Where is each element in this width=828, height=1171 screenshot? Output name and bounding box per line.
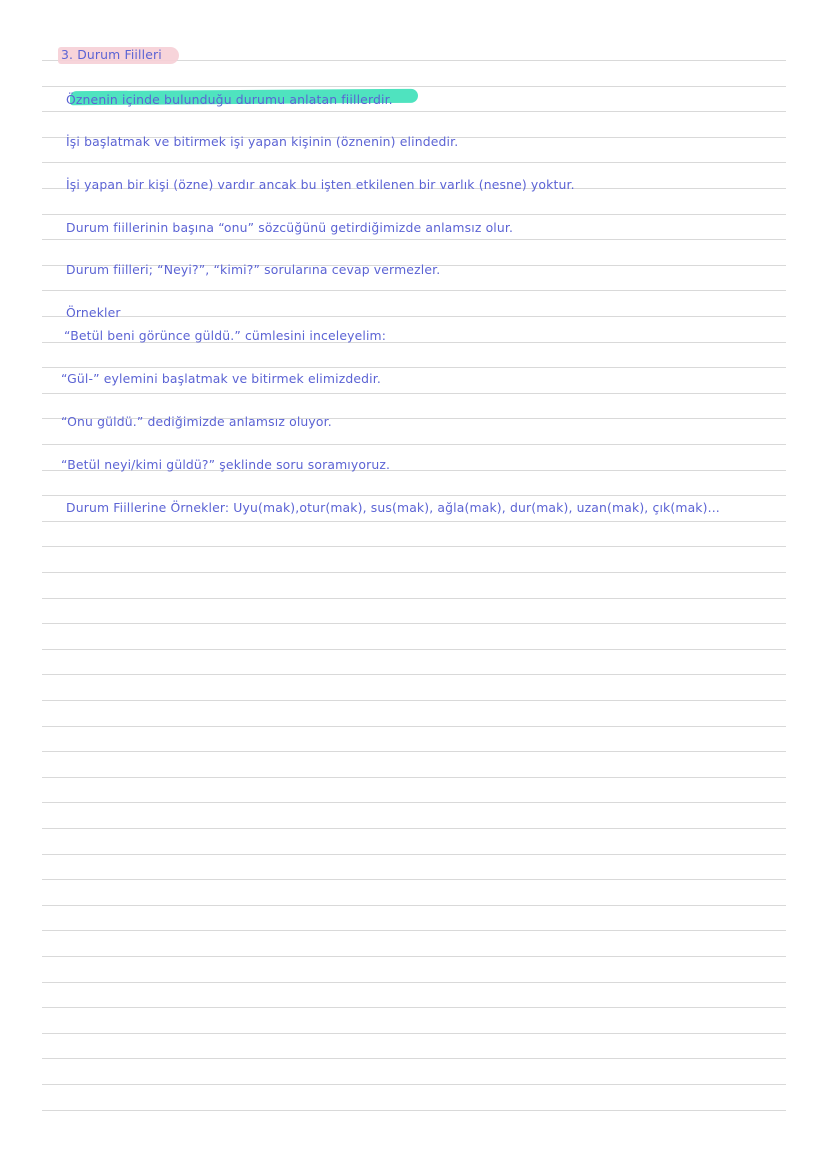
ruled-line [42,854,786,855]
ruled-line [42,1007,786,1008]
ruled-line [42,444,786,445]
ruled-line [42,239,786,240]
ruled-line [42,930,786,931]
ruled-line [42,86,786,87]
note-line: “Onu güldü.” dediğimizde anlamsız oluyor. [61,414,332,429]
ruled-line [42,956,786,957]
note-line: Durum fiillerinin başına “onu” sözcüğünü getirdiğimizde anlamsız olur. [66,220,514,235]
ruled-line [42,649,786,650]
ruled-line [42,1033,786,1034]
section-title: 3. Durum Fiilleri [61,47,162,62]
definition-line: Öznenin içinde bulunduğu durumu anlatan fiillerdir. [66,92,393,107]
ruled-line [42,828,786,829]
ruled-line [42,802,786,803]
ruled-line [42,162,786,163]
note-line: İşi başlatmak ve bitirmek işi yapan kişinin (öznenin) elindedir. [66,134,459,149]
ruled-line [42,111,786,112]
ruled-line [42,1110,786,1111]
ruled-line [42,521,786,522]
ruled-line [42,879,786,880]
ruled-line [42,290,786,291]
ruled-line [42,316,786,317]
ruled-line [42,905,786,906]
note-line: “Betül neyi/kimi güldü?” şeklinde soru soramıyoruz. [61,457,391,472]
ruled-line [42,777,786,778]
ruled-line [42,393,786,394]
ruled-line [42,623,786,624]
ruled-line [42,700,786,701]
ruled-line [42,546,786,547]
ruled-line [42,1084,786,1085]
examples-heading: Örnekler [66,305,121,320]
ruled-line [42,674,786,675]
ruled-line [42,572,786,573]
ruled-line [42,598,786,599]
ruled-line [42,751,786,752]
note-line: “Gül-” eylemini başlatmak ve bitirmek elimizdedir. [61,371,381,386]
note-line: İşi yapan bir kişi (özne) vardır ancak bu işten etkilenen bir varlık (nesne) yoktur. [66,177,575,192]
examples-list: Durum Fiillerine Örnekler: Uyu(mak),otur(mak), sus(mak), ağla(mak), dur(mak), uzan(mak), çık(mak)... [66,500,720,515]
note-line: Durum fiilleri; “Neyi?”, “kimi?” sorularına cevap vermezler. [66,262,441,277]
ruled-line [42,367,786,368]
ruled-line [42,214,786,215]
ruled-line [42,982,786,983]
ruled-line [42,1058,786,1059]
example-sentence: “Betül beni görünce güldü.” cümlesini inceleyelim: [64,328,387,343]
ruled-line [42,726,786,727]
ruled-line [42,495,786,496]
